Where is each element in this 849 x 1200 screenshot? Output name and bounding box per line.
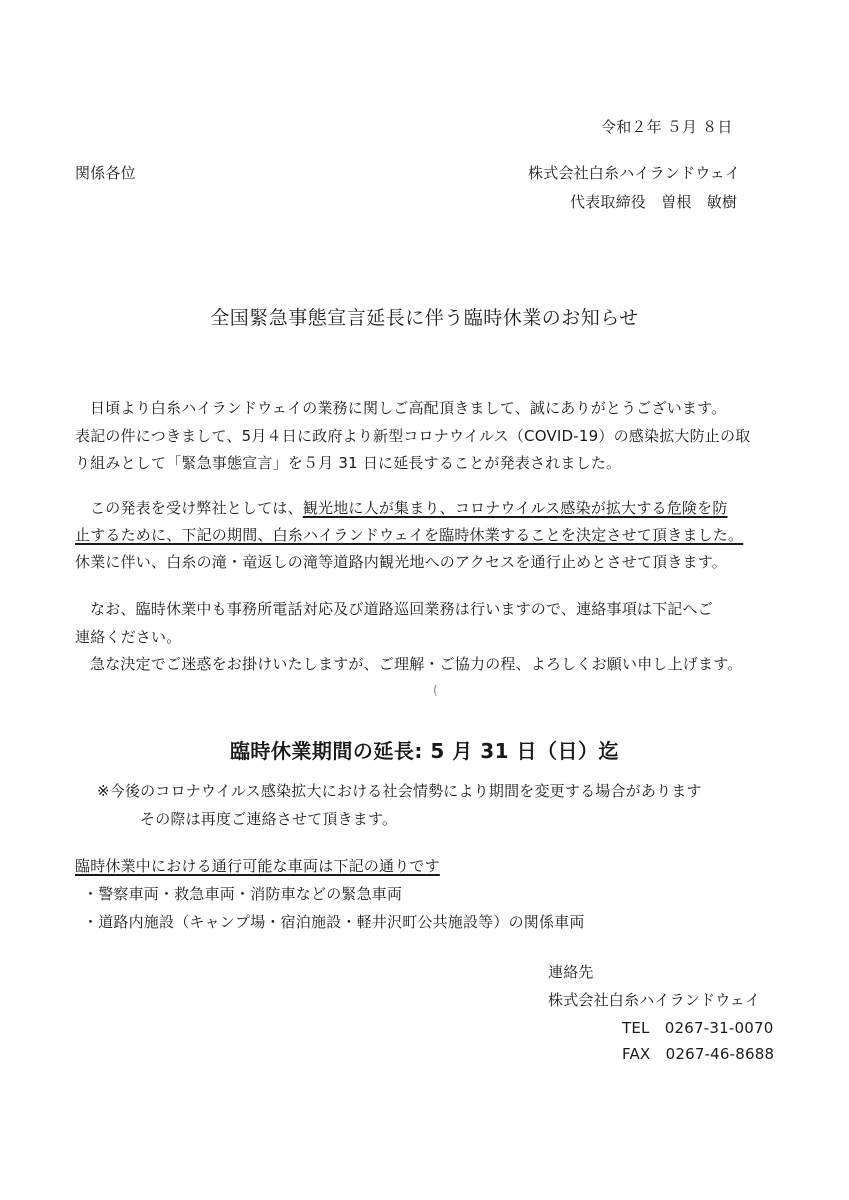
contact-label: 連絡先 xyxy=(548,963,594,981)
period-note-line2: その際は再度ご連絡させて頂きます。 xyxy=(140,810,398,828)
vehicles-item-facilities: ・道路内施設（キャンプ場・宿泊施設・軽井沢町公共施設等）の関係車両 xyxy=(83,913,585,931)
vehicles-heading: 臨時休業中における通行可能な車両は下記の通りです xyxy=(75,857,440,875)
body-p1-line1: 日頃より白糸ハイランドウェイの業務に関しご高配頂きまして、誠にありがとうございます。 xyxy=(90,399,727,417)
body-p3-line1: なお、臨時休業中も事務所電話対応及び道路巡回業務は行いますので、連絡事項は下記へご xyxy=(90,600,713,618)
body-p2-line1-lead: この発表を受け弊社としては、 xyxy=(90,499,303,517)
sender-representative: 代表取締役 曽根 敏樹 xyxy=(570,193,738,211)
vehicles-item-emergency: ・警察車両・救急車両・消防車などの緊急車両 xyxy=(83,885,403,903)
stray-mark: ( xyxy=(433,683,438,697)
body-p2-line3: 休業に伴い、白糸の滝・竜返しの滝等道路内観光地へのアクセスを通行止めとさせて頂きます。 xyxy=(75,553,727,571)
addressee: 関係各位 xyxy=(75,164,136,182)
body-p3-line3: 急な決定でご迷惑をお掛けいたしますが、ご理解・ご協力の程、よろしくお願い申し上げます。 xyxy=(90,655,743,673)
body-p1-line2: 表記の件につきまして、5月４日に政府より新型コロナウイルス（COVID-19）の感染拡大防止の取 xyxy=(75,427,751,445)
issue-date: 令和２年 ５月 ８日 xyxy=(601,118,733,136)
closure-period-heading: 臨時休業期間の延長: 5 月 31 日（日）迄 xyxy=(229,739,620,763)
body-p1-line3: り組みとして「緊急事態宣言」を５月 31 日に延長することが発表されました。 xyxy=(75,454,622,472)
sender-company: 株式会社白糸ハイランドウェイ xyxy=(528,164,741,182)
contact-fax: FAX 0267-46-8688 xyxy=(622,1045,775,1063)
body-p2-line2: 止するために、下記の期間、白糸ハイランドウェイを臨時休業することを決定させて頂きました。 xyxy=(75,526,744,544)
period-note-line1: ※今後のコロナウイルス感染拡大における社会情勢により期間を変更する場合があります xyxy=(97,782,702,800)
document-title: 全国緊急事態宣言延長に伴う臨時休業のお知らせ xyxy=(210,307,639,329)
contact-tel: TEL 0267-31-0070 xyxy=(622,1019,774,1037)
body-p2-line1 xyxy=(75,498,728,518)
contact-company: 株式会社白糸ハイランドウェイ xyxy=(548,991,761,1009)
body-p3-line2: 連絡ください。 xyxy=(75,628,182,646)
body-p2-line1-emphasis: 観光地に人が集まり、コロナウイルス感染が拡大する危険を防 xyxy=(302,499,728,517)
